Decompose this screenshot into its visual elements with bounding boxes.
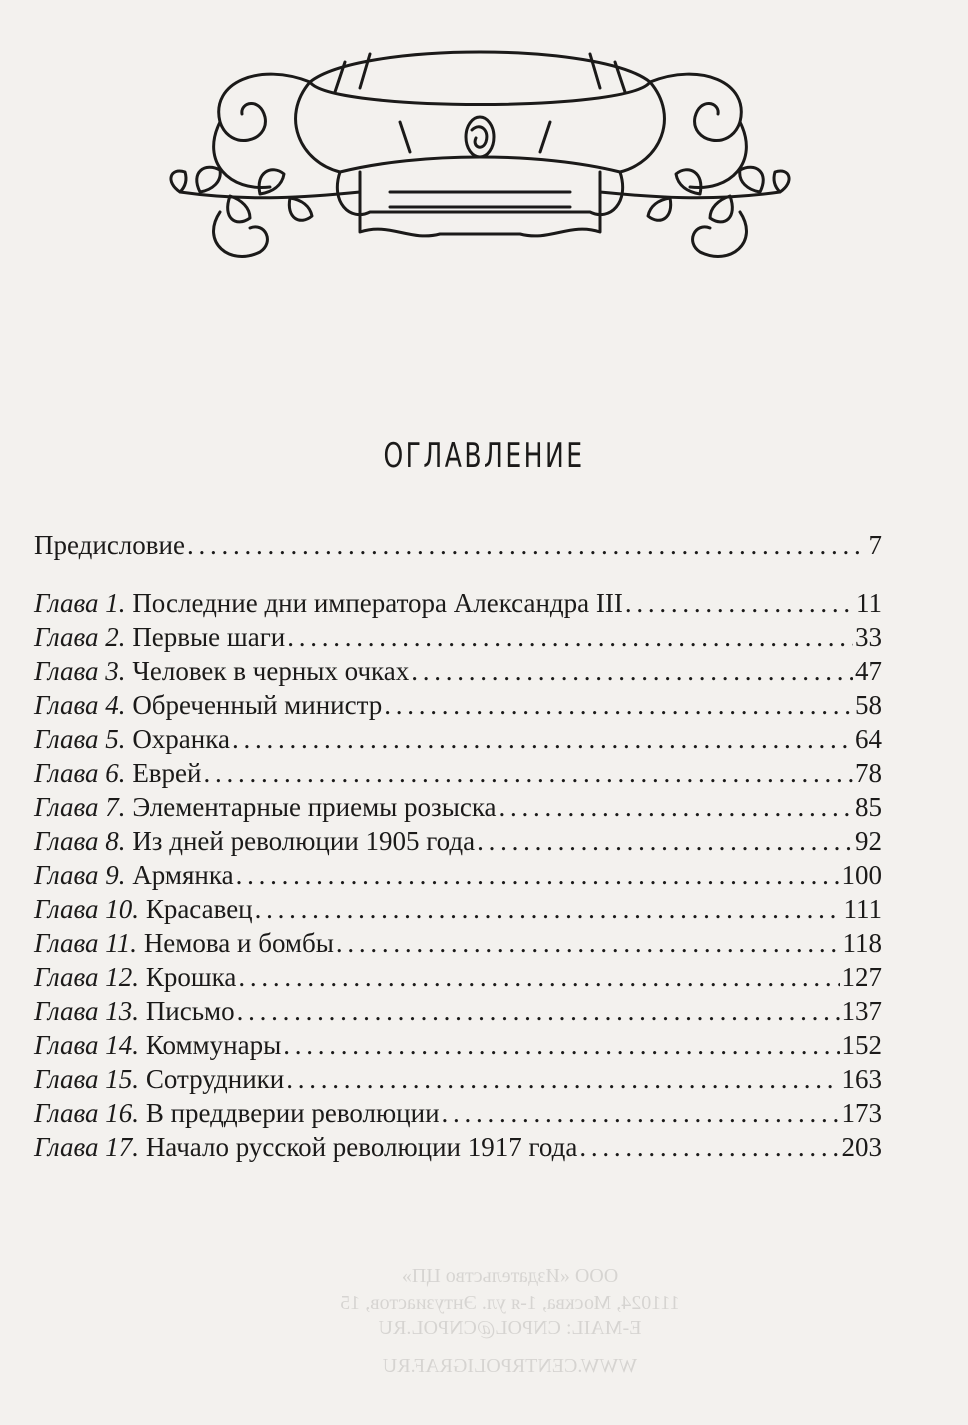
chapter-title: Из дней революции 1905 года (132, 826, 476, 856)
chapter-title: Коммунары (145, 1030, 282, 1060)
toc-entry-chapter[interactable] (34, 586, 882, 620)
page-number: 203 (841, 1132, 882, 1162)
chapter-prefix: Глава 13. (34, 996, 140, 1026)
page-number: 163 (841, 1064, 882, 1094)
chapter-title: Обреченный министр (132, 690, 383, 720)
dot-leader (499, 790, 853, 824)
dot-leader (411, 654, 853, 688)
dot-leader (442, 1096, 840, 1130)
dot-leader (236, 858, 840, 892)
page-number: 173 (841, 1098, 882, 1128)
chapter-title: Армянка (132, 860, 234, 890)
page-number: 58 (855, 690, 882, 720)
dot-leader (237, 994, 840, 1028)
chapter-title: Человек в черных очках (132, 656, 410, 686)
chapter-title: Крошка (145, 962, 237, 992)
toc-entry-chapter[interactable] (34, 994, 882, 1028)
toc-entry-chapter[interactable] (34, 756, 882, 790)
page-number: 11 (856, 588, 882, 618)
toc-entry-chapter[interactable] (34, 620, 882, 654)
page-number: 137 (841, 996, 882, 1026)
chapter-title: Элементарные приемы розыска (132, 792, 497, 822)
chapter-prefix: Глава 3. (34, 656, 126, 686)
bleed-through-line: ООО «Издательство ЦП» (401, 1265, 619, 1287)
page-number: 47 (855, 656, 882, 686)
toc-entry-chapter[interactable] (34, 1062, 882, 1096)
page-number: 118 (842, 928, 882, 958)
chapter-title: Первые шаги (132, 622, 286, 652)
dot-leader (336, 926, 841, 960)
toc-entry-chapter[interactable] (34, 858, 882, 892)
toc-entry-chapter[interactable] (34, 722, 882, 756)
page-number: 7 (868, 530, 882, 560)
chapter-title: Немова и бомбы (143, 928, 334, 958)
dot-leader (255, 892, 842, 926)
toc-entry-chapter[interactable] (34, 1028, 882, 1062)
page-number: 100 (841, 860, 882, 890)
dot-leader (283, 1028, 839, 1062)
dot-leader (238, 960, 839, 994)
chapter-prefix: Глава 2. (34, 622, 126, 652)
chapter-title: В преддверии революции (145, 1098, 440, 1128)
chapter-title: Начало русской революции 1917 года (145, 1132, 578, 1162)
dot-leader (625, 586, 854, 620)
bleed-through-line: E-MAIL: CNPOL@CNPOL.RU (378, 1317, 642, 1339)
chapter-prefix: Глава 8. (34, 826, 126, 856)
page-number: 33 (855, 622, 882, 652)
toc-entry-chapter[interactable] (34, 926, 882, 960)
chapter-prefix: Глава 6. (34, 758, 126, 788)
toc-entry-chapter[interactable] (34, 960, 882, 994)
chapter-prefix: Глава 17. (34, 1132, 140, 1162)
chapter-title: Охранка (132, 724, 230, 754)
scroll-ornament-icon (160, 22, 800, 272)
chapter-title: Письмо (145, 996, 235, 1026)
dot-leader (232, 722, 853, 756)
dot-leader (477, 824, 853, 858)
dot-leader (286, 1062, 839, 1096)
toc-entry-preface[interactable] (34, 528, 882, 562)
toc-title: ОГЛАВЛЕНИЕ (383, 436, 585, 476)
toc-entry-chapter[interactable] (34, 892, 882, 926)
chapter-prefix: Глава 9. (34, 860, 126, 890)
page-number: 152 (841, 1030, 882, 1060)
chapter-prefix: Глава 7. (34, 792, 126, 822)
toc-entry-chapter[interactable] (34, 1096, 882, 1130)
toc-entry-chapter[interactable] (34, 654, 882, 688)
dot-leader (384, 688, 853, 722)
page-number: 85 (855, 792, 882, 822)
entry-label: Предисловие (34, 530, 185, 560)
bleed-through-line: 111024, Москва, 1-я ул. Энтузиастов, 15 (340, 1292, 680, 1314)
dot-leader (204, 756, 854, 790)
page-number: 92 (855, 826, 882, 856)
page-number: 78 (855, 758, 882, 788)
dot-leader (187, 528, 867, 562)
page-number: 111 (843, 894, 882, 924)
chapter-title: Сотрудники (145, 1064, 285, 1094)
chapter-title: Еврей (132, 758, 202, 788)
chapter-title: Последние дни императора Александра III (132, 588, 623, 618)
page-number: 127 (841, 962, 882, 992)
chapter-prefix: Глава 5. (34, 724, 126, 754)
chapter-prefix: Глава 1. (34, 588, 126, 618)
chapter-prefix: Глава 15. (34, 1064, 140, 1094)
toc-entry-chapter[interactable] (34, 824, 882, 858)
dot-leader (287, 620, 853, 654)
chapter-prefix: Глава 14. (34, 1030, 140, 1060)
chapter-prefix: Глава 10. (34, 894, 140, 924)
chapter-title: Красавец (145, 894, 253, 924)
chapter-prefix: Глава 16. (34, 1098, 140, 1128)
page-number: 64 (855, 724, 882, 754)
toc-entry-chapter[interactable] (34, 688, 882, 722)
toc-entry-chapter[interactable] (34, 1130, 882, 1164)
bleed-through-line: WWW.CENTRPOLIGRAF.RU (382, 1355, 638, 1377)
dot-leader (579, 1130, 839, 1164)
chapter-prefix: Глава 12. (34, 962, 140, 992)
toc-entry-chapter[interactable] (34, 790, 882, 824)
chapter-prefix: Глава 4. (34, 690, 126, 720)
chapter-prefix: Глава 11. (34, 928, 138, 958)
